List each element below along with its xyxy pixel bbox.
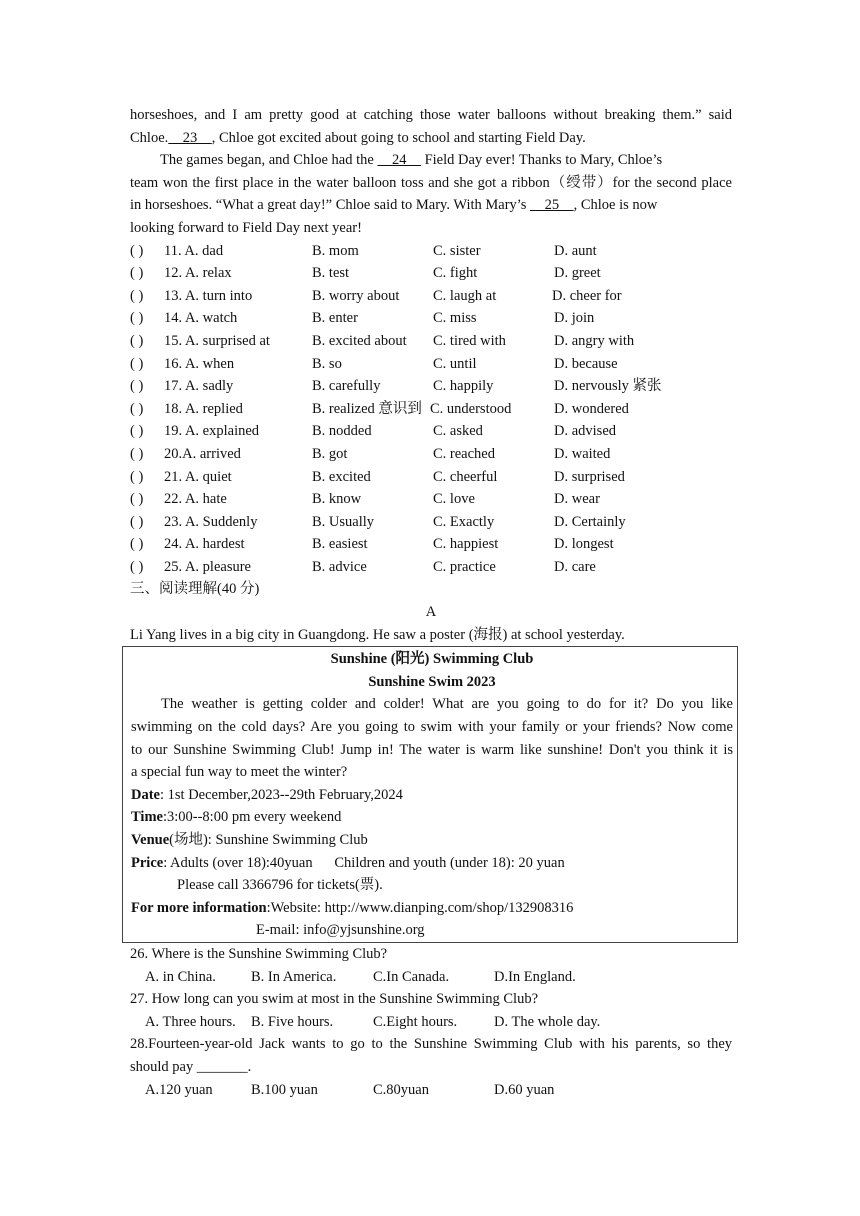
answer-bracket[interactable]: ( ): [130, 310, 144, 327]
option-d: D. care: [554, 558, 596, 575]
answer-bracket[interactable]: ( ): [130, 265, 144, 282]
info-website[interactable]: :Website: http://www.dianping.com/shop/132908316: [266, 899, 574, 916]
passage-line: [130, 149, 732, 172]
option-b: B. In America.: [251, 968, 337, 985]
blank-25: 25: [530, 197, 574, 214]
option-d: D. Certainly: [554, 513, 626, 530]
answer-bracket[interactable]: ( ): [130, 378, 144, 395]
passage-text: The games began, and Chloe had the: [160, 152, 378, 169]
poster-info: [131, 897, 733, 920]
option-c: C. tired with: [433, 332, 506, 349]
option-a: 23. A. Suddenly: [164, 513, 258, 530]
option-d: D. waited: [554, 445, 611, 462]
option-d: D.In England.: [494, 968, 576, 985]
answer-bracket[interactable]: ( ): [130, 445, 144, 462]
answer-bracket[interactable]: ( ): [130, 332, 144, 349]
question-stem-cont: should pay _______.: [130, 1058, 252, 1075]
option-row: [130, 307, 732, 330]
option-a: 12. A. relax: [164, 265, 232, 282]
option-c: C. cheerful: [433, 468, 498, 485]
option-b: B. mom: [312, 242, 359, 259]
option-row: [130, 398, 732, 421]
option-row: [130, 443, 732, 466]
option-b: B. advice: [312, 558, 367, 575]
poster-email[interactable]: E-mail: info@yjsunshine.org: [256, 922, 425, 939]
option-b: B. easiest: [312, 536, 368, 553]
option-b: B. so: [312, 355, 342, 372]
option-row: [130, 466, 732, 489]
option-row: [130, 285, 732, 308]
passage-line: looking forward to Field Day next year!: [130, 219, 362, 236]
poster-tickets: Please call 3366796 for tickets(票).: [177, 877, 383, 894]
option-c: C. until: [433, 355, 477, 372]
option-b: B. excited about: [312, 332, 407, 349]
option-c: C.80yuan: [373, 1081, 429, 1098]
option-a: A. in China.: [145, 968, 216, 985]
passage-text: Field Day ever! Thanks to Mary, Chloe’s: [420, 152, 663, 169]
option-a: 17. A. sadly: [164, 378, 234, 395]
option-row: [130, 556, 732, 579]
poster-body-line: The weather is getting colder and colder! What are you going to do for it? Do you like: [161, 696, 733, 713]
option-c: C. laugh at: [433, 287, 497, 304]
option-row: [130, 533, 732, 556]
option-c: C. happiest: [433, 536, 499, 553]
option-b: B.100 yuan: [251, 1081, 318, 1098]
option-d: D. angry with: [554, 332, 635, 349]
passage-line: [130, 127, 732, 150]
passage-text: Chloe.: [130, 129, 169, 146]
option-row: [130, 511, 732, 534]
option-row: [130, 420, 732, 443]
option-d: D. aunt: [554, 242, 597, 259]
option-a: 13. A. turn into: [164, 287, 253, 304]
answer-bracket[interactable]: ( ): [130, 242, 144, 259]
option-c: C. Exactly: [433, 513, 495, 530]
option-d: D. nervously 紧张: [554, 378, 662, 395]
option-d: D. longest: [554, 536, 614, 553]
option-a: A.120 yuan: [145, 1081, 213, 1098]
poster-venue: [131, 829, 733, 852]
option-c: C. understood: [430, 400, 512, 417]
passage-line: team won the first place in the water balloon toss and she got a ribbon（绶带）for the second place: [130, 174, 732, 191]
option-a: 22. A. hate: [164, 491, 227, 508]
poster-time: [131, 806, 733, 829]
poster-body-line: swimming on the cold days? Are you going to swim with your family or your friends? Now come: [131, 719, 733, 736]
option-a: 25. A. pleasure: [164, 558, 251, 575]
option-d: D. advised: [554, 423, 617, 440]
option-c: C. reached: [433, 445, 495, 462]
poster-title: Sunshine (阳光) Swimming Club: [330, 651, 534, 668]
question-options: [130, 966, 732, 989]
document-page: [130, 104, 732, 1101]
date-value: : 1st December,2023--29th February,2024: [160, 786, 403, 803]
question-options: [130, 1079, 732, 1102]
option-c: C. fight: [433, 265, 478, 282]
option-a: 16. A. when: [164, 355, 235, 372]
option-row: [130, 353, 732, 376]
option-c: C. asked: [433, 423, 483, 440]
answer-bracket[interactable]: ( ): [130, 558, 144, 575]
question-options: [130, 1011, 732, 1034]
option-b: B. realized 意识到: [312, 400, 422, 417]
option-a: 15. A. surprised at: [164, 332, 270, 349]
time-value: :3:00--8:00 pm every weekend: [162, 809, 342, 826]
option-b: B. carefully: [312, 378, 381, 395]
option-d: D. cheer for: [552, 287, 622, 304]
option-b: B. test: [312, 265, 350, 282]
blank-23: 23: [168, 129, 212, 146]
option-c: C. miss: [433, 310, 477, 327]
option-b: B. Usually: [312, 513, 375, 530]
poster-box: [122, 646, 738, 943]
passage-text: , Chloe got excited about going to school and starting Field Day.: [211, 129, 586, 146]
info-label: For more information: [131, 899, 267, 916]
questions: [130, 943, 732, 1101]
answer-bracket[interactable]: ( ): [130, 491, 144, 508]
option-c: C. happily: [433, 378, 494, 395]
answer-bracket[interactable]: ( ): [130, 400, 144, 417]
option-row: [130, 240, 732, 263]
cloze-options: [130, 240, 732, 579]
option-b: B. got: [312, 445, 348, 462]
passage-line: horseshoes, and I am pretty good at catching those water balloons without breaking them.” said: [130, 107, 732, 123]
part-label: A: [425, 604, 437, 621]
question-stem: 26. Where is the Sunshine Swimming Club?: [130, 945, 388, 962]
option-d: D. The whole day.: [494, 1013, 601, 1030]
option-a: 11. A. dad: [164, 242, 224, 259]
option-c: C.Eight hours.: [373, 1013, 458, 1030]
poster-price: [131, 852, 733, 875]
reading-intro: Li Yang lives in a big city in Guangdong. He saw a poster (海报) at school yesterday.: [130, 626, 625, 643]
answer-bracket[interactable]: ( ): [130, 468, 144, 485]
passage-text: in horseshoes. “What a great day!” Chloe said to Mary. With Mary’s: [130, 197, 531, 214]
option-c: C. practice: [433, 558, 496, 575]
time-label: Time: [131, 809, 163, 826]
option-c: C. sister: [433, 242, 481, 259]
answer-bracket[interactable]: ( ): [130, 536, 144, 553]
option-d: D. surprised: [554, 468, 625, 485]
section-heading: 三、阅读理解(40 分): [130, 581, 260, 598]
option-b: B. excited: [312, 468, 371, 485]
answer-bracket[interactable]: ( ): [130, 287, 144, 304]
poster-date: [131, 784, 733, 807]
option-b: B. worry about: [312, 287, 400, 304]
answer-bracket[interactable]: ( ): [130, 355, 144, 372]
option-row: [130, 262, 732, 285]
option-a: 14. A. watch: [164, 310, 238, 327]
option-a: 20.A. arrived: [164, 445, 241, 462]
answer-bracket[interactable]: ( ): [130, 513, 144, 530]
option-d: D. wear: [554, 491, 600, 508]
poster-body-line: to our Sunshine Swimming Club! Jump in! The water is warm like sunshine! Don't you think it is: [131, 741, 733, 758]
price-value: : Adults (over 18):40yuan Children and youth (under 18): 20 yuan: [163, 854, 565, 871]
date-label: Date: [131, 786, 160, 803]
option-d: D.60 yuan: [494, 1081, 555, 1098]
passage-line: [130, 194, 732, 217]
passage-text: , Chloe is now: [573, 197, 658, 214]
blank-24: 24: [377, 152, 421, 169]
option-row: [130, 330, 732, 353]
poster-body-line: a special fun way to meet the winter?: [131, 764, 348, 781]
option-b: B. enter: [312, 310, 358, 327]
question-stem: 28.Fourteen-year-old Jack wants to go to the Sunshine Swimming Club with his parents, so they: [130, 1036, 732, 1053]
poster-subtitle: Sunshine Swim 2023: [368, 673, 496, 690]
option-c: C.In Canada.: [373, 968, 450, 985]
option-d: D. because: [554, 355, 618, 372]
price-label: Price: [131, 854, 164, 871]
option-b: B. Five hours.: [251, 1013, 334, 1030]
question-stem: 27. How long can you swim at most in the Sunshine Swimming Club?: [130, 991, 539, 1008]
option-d: D. join: [554, 310, 595, 327]
answer-bracket[interactable]: ( ): [130, 423, 144, 440]
option-a: 18. A. replied: [164, 400, 243, 417]
option-a: A. Three hours.: [145, 1013, 236, 1030]
option-c: C. love: [433, 491, 475, 508]
option-b: B. know: [312, 491, 362, 508]
option-a: 21. A. quiet: [164, 468, 232, 485]
option-a: 24. A. hardest: [164, 536, 245, 553]
option-d: D. greet: [554, 265, 601, 282]
option-row: [130, 375, 732, 398]
option-b: B. nodded: [312, 423, 372, 440]
option-d: D. wondered: [554, 400, 629, 417]
option-row: [130, 488, 732, 511]
venue-label: Venue: [131, 832, 170, 848]
venue-value: (场地): Sunshine Swimming Club: [169, 832, 368, 848]
option-a: 19. A. explained: [164, 423, 260, 440]
